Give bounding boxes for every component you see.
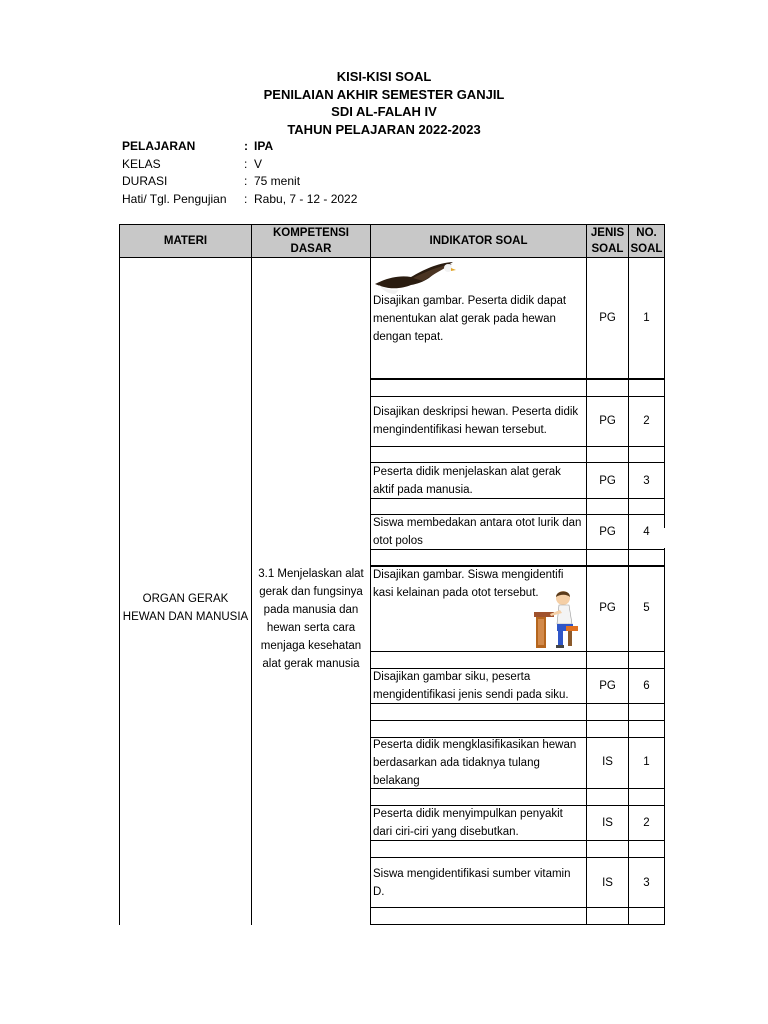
meta-label: PELAJARAN	[122, 139, 196, 153]
indikator-cell: Disajikan gambar. Siswa mengidentifi kasi kelainan pada otot tersebut.	[373, 569, 564, 599]
meta-separator: :	[244, 156, 248, 171]
meta-separator: :	[244, 191, 248, 206]
grid-line	[119, 258, 120, 925]
no-soal-cell: 1	[643, 756, 650, 768]
indikator-cell: Peserta didik menjelaskan alat gerak aktif pada manusia.	[373, 466, 561, 496]
no-soal-cell: 6	[643, 680, 650, 692]
no-soal-cell: 1	[643, 312, 650, 324]
jenis-soal-cell: PG	[599, 602, 616, 614]
indikator-cell: Peserta didik mengklasifikasikan hewan berdasarkan ada tidaknya tulang belakang	[373, 739, 577, 787]
kompetensi-cell: 3.1 Menjelaskan alat gerak dan fungsinya pada manusia dan hewan serta cara menjaga kesehatan alat gerak manusia	[258, 568, 364, 670]
indikator-cell: Disajikan deskripsi hewan. Peserta didik mengindentifikasi hewan tersebut.	[373, 406, 579, 436]
header-year: TAHUN PELAJARAN 2022-2023	[287, 121, 481, 137]
grid-line	[251, 258, 252, 925]
meta-value: 75 menit	[254, 174, 301, 188]
jenis-soal-cell: PG	[599, 475, 616, 487]
no-soal-cell: 2	[643, 817, 650, 829]
document-header	[0, 68, 768, 138]
meta-value: IPA	[254, 139, 274, 153]
meta-label: DURASI	[122, 174, 168, 188]
column-header-no	[628, 224, 665, 258]
grid-line	[664, 258, 665, 528]
jenis-soal-cell: IS	[602, 817, 613, 829]
indikator-cell: Disajikan gambar siku, peserta mengidentifikasi jenis sendi pada siku.	[373, 671, 569, 701]
column-header-no-line2: SOAL	[630, 243, 663, 255]
grid-line	[370, 378, 665, 380]
indikator-cell: Siswa membedakan antara otot lurik dan otot polos	[373, 517, 582, 547]
meta-separator: :	[244, 139, 248, 153]
jenis-soal-cell: IS	[602, 756, 613, 768]
jenis-soal-cell: PG	[599, 680, 616, 692]
indikator-cell: Siswa mengidentifikasi sumber vitamin D.	[373, 868, 571, 898]
grid-line	[370, 907, 665, 908]
grid-line	[370, 446, 665, 447]
materi-cell: ORGAN GERAK HEWAN DAN MANUSIA	[122, 593, 249, 623]
meta-separator: :	[244, 174, 248, 188]
no-soal-cell: 5	[643, 602, 650, 614]
grid-line	[370, 258, 371, 925]
header-title: KISI-KISI SOAL	[336, 69, 432, 84]
column-header-materi: MATERI	[119, 224, 252, 258]
header-exam-name: PENILAIAN AKHIR SEMESTER GANJIL	[263, 86, 505, 102]
grid-line	[370, 651, 665, 652]
jenis-soal-cell: PG	[599, 415, 616, 427]
column-header-kompetensi: KOMPETENSI DASAR	[251, 224, 371, 258]
meta-label: KELAS	[122, 156, 161, 171]
jenis-soal-cell: PG	[599, 526, 616, 538]
column-header-jenis-line1: JENIS	[590, 227, 625, 239]
indikator-cell: Disajikan gambar. Peserta didik dapat menentukan alat gerak pada hewan dengan tepat.	[373, 295, 567, 343]
column-header-no-line1: NO.	[636, 227, 657, 239]
meta-value: Rabu, 7 - 12 - 2022	[254, 191, 358, 206]
grid-line	[370, 396, 665, 397]
no-soal-cell: 3	[643, 877, 650, 889]
no-soal-cell: 4	[643, 526, 650, 538]
no-soal-cell: 2	[643, 415, 650, 427]
column-header-indikator: INDIKATOR SOAL	[370, 224, 587, 258]
jenis-soal-cell: IS	[602, 877, 613, 889]
header-school: SDI AL-FALAH IV	[331, 104, 437, 119]
indikator-cell: Peserta didik menyimpulkan penyakit dari ciri-ciri yang disebutkan.	[373, 808, 563, 838]
grid-line	[370, 924, 665, 925]
column-header-jenis-line2: SOAL	[591, 243, 624, 255]
grid-line	[370, 720, 665, 721]
jenis-soal-cell: PG	[599, 312, 616, 324]
no-soal-cell: 3	[643, 475, 650, 487]
column-header-jenis	[586, 224, 629, 258]
grid-line	[370, 857, 665, 858]
meta-value: V	[254, 156, 263, 171]
meta-label: Hati/ Tgl. Pengujian	[122, 191, 227, 206]
